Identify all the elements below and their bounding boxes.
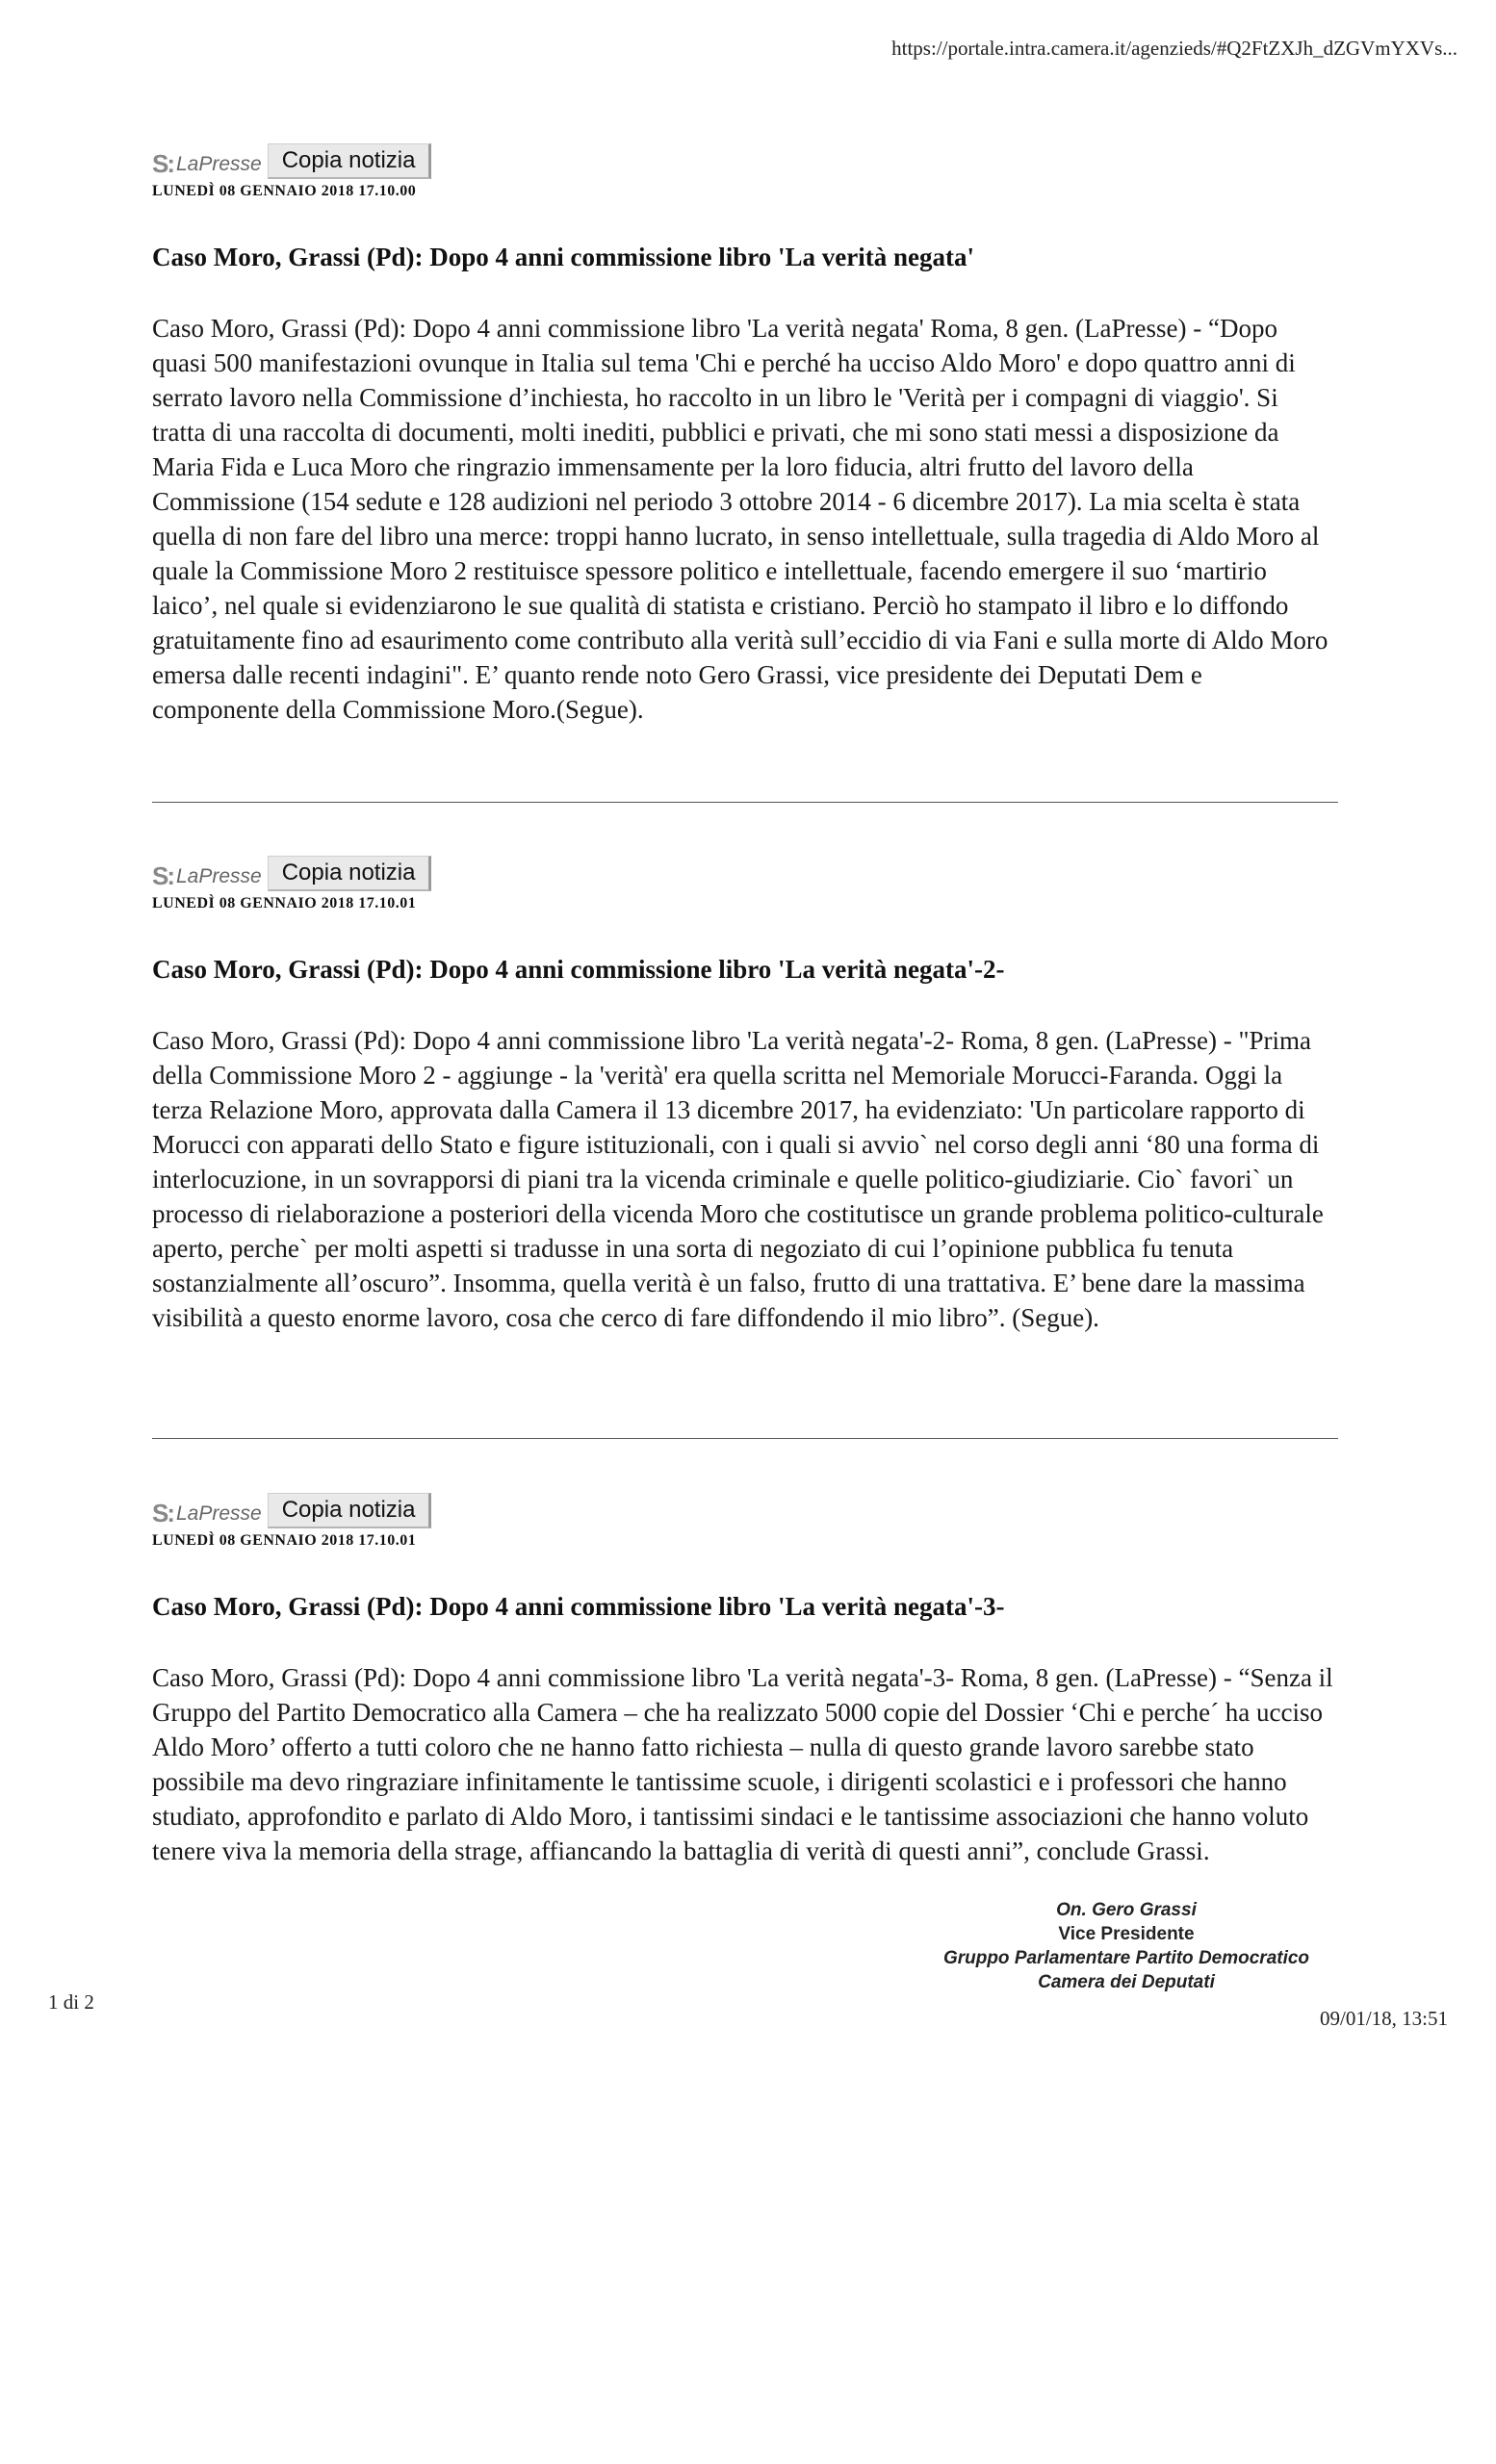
news-item-header: [152, 135, 1346, 179]
page-number: 1 di 2: [48, 1990, 94, 2014]
news-date: LUNEDÌ 08 GENNAIO 2018 17.10.00: [152, 183, 417, 199]
signature-role: Vice Presidente: [1058, 1924, 1195, 1944]
copy-news-button[interactable]: Copia notizia: [268, 143, 432, 179]
lapresse-logo-text: LaPresse: [176, 1502, 262, 1525]
news-date: LUNEDÌ 08 GENNAIO 2018 17.10.01: [152, 1532, 417, 1549]
lapresse-logo-icon: S:: [152, 861, 173, 890]
news-item: [152, 1484, 1346, 1868]
signature-block: [886, 1898, 1367, 1994]
news-title: Caso Moro, Grassi (Pd): Dopo 4 anni commissione libro 'La verità negata'-3-: [152, 1592, 1005, 1621]
lapresse-logo: [152, 149, 262, 179]
news-title: Caso Moro, Grassi (Pd): Dopo 4 anni commissione libro 'La verità negata': [152, 243, 974, 271]
news-item: [152, 847, 1346, 1335]
lapresse-logo: [152, 861, 262, 891]
news-date: LUNEDÌ 08 GENNAIO 2018 17.10.01: [152, 895, 417, 911]
news-item-header: [152, 847, 1346, 891]
news-title: Caso Moro, Grassi (Pd): Dopo 4 anni commissione libro 'La verità negata'-2-: [152, 955, 1005, 984]
lapresse-logo-icon: S:: [152, 1499, 173, 1527]
news-body: Caso Moro, Grassi (Pd): Dopo 4 anni commissione libro 'La verità negata'-2- Roma, 8 gen. (LaPresse) - "Prima della Commissione Moro 2 - aggiunge - la 'verità' era quella scritta nel Memoriale Morucci-Faranda. Oggi la terza Relazione Moro, approvata dalla Camera il 13 dicembre 2017, ha evidenziato: 'Un particolare rapporto di Morucci con apparati dello Stato e figure istituzionali, con i quali si avvio` nel corso degli anni ‘80 una forma di interlocuzione, in un sovrapporsi di piani tra la vicenda criminale e quelle politico-giudiziarie. Cio` favori` un processo di rielaborazione a posteriori della vicenda Moro che costitutisce un grande problema politico-culturale aperto, perche` per molti aspetti si tradusse in una sorta di negoziato di cui l’opinione pubblica fu tenuta sostanzialmente all’oscuro”. Insomma, quella verità è un falso, frutto di una trattativa. E’ bene dare la massima visibilità a questo enorme lavoro, cosa che cerco di fare diffondendo il mio libro”. (Segue).: [152, 1026, 1324, 1332]
page-url: https://portale.intra.camera.it/agenzieds/#Q2FtZXJh_dZGVmYXVs...: [891, 37, 1457, 60]
print-timestamp: 09/01/18, 13:51: [1319, 2007, 1448, 2030]
signature-chamber: Camera dei Deputati: [1038, 1972, 1215, 1992]
lapresse-logo: [152, 1499, 262, 1528]
lapresse-logo-icon: S:: [152, 149, 173, 178]
copy-news-button[interactable]: Copia notizia: [268, 1493, 432, 1528]
news-body: Caso Moro, Grassi (Pd): Dopo 4 anni commissione libro 'La verità negata' Roma, 8 gen. (LaPresse) - “Dopo quasi 500 manifestazioni ovunque in Italia sul tema 'Chi e perché ha ucciso Aldo Moro' e dopo quattro anni di serrato lavoro nella Commissione d’inchiesta, ho raccolto in un libro le 'Verità per i compagni di viaggio'. Si tratta di una raccolta di documenti, molti inediti, pubblici e privati, che mi sono stati messi a disposizione da Maria Fida e Luca Moro che ringrazio immensamente per la loro fiducia, altri frutto del lavoro della Commissione (154 sedute e 128 audizioni nel periodo 3 ottobre 2014 - 6 dicembre 2017). La mia scelta è stata quella di non fare del libro una merce: troppi hanno lucrato, in senso intellettuale, sulla tragedia di Aldo Moro al quale la Commissione Moro 2 restituisce spessore politico e intellettuale, facendo emergere il suo ‘martirio laico’, nel quale si evidenziarono le sue qualità di statista e cristiano. Perciò ho stampato il libro e lo diffondo gratuitamente fino ad esaurimento come contributo alla verità sull’eccidio di via Fani e sulla morte di Aldo Moro emersa dalle recenti indagini". E’ quanto rende noto Gero Grassi, vice presidente dei Deputati Dem e componente della Commissione Moro.(Segue).: [152, 314, 1328, 724]
separator: [152, 1438, 1338, 1439]
news-body: Caso Moro, Grassi (Pd): Dopo 4 anni commissione libro 'La verità negata'-3- Roma, 8 gen. (LaPresse) - “Senza il Gruppo del Partito Democratico alla Camera – che ha realizzato 5000 copie del Dossier ‘Chi e perche´ ha ucciso Aldo Moro’ offerto a tutti coloro che ne hanno fatto richiesta – nulla di questo grande lavoro sarebbe stato possibile ma devo ringraziare infinitamente le tantissime scuole, i dirigenti scolastici e i professori che hanno studiato, approfondito e parlato di Aldo Moro, i tantissimi sindaci e le tantissime associazioni che hanno voluto tenere viva la memoria della strage, affiancando la battaglia di verità di questi anni”, conclude Grassi.: [152, 1663, 1333, 1865]
signature-group: Gruppo Parlamentare Partito Democratico: [942, 1948, 1310, 1968]
news-item-header: [152, 1484, 1346, 1528]
separator: [152, 802, 1338, 803]
signature-name: On. Gero Grassi: [1056, 1900, 1197, 1920]
copy-news-button[interactable]: Copia notizia: [268, 856, 432, 891]
lapresse-logo-text: LaPresse: [176, 152, 262, 175]
news-item: [152, 135, 1346, 727]
lapresse-logo-text: LaPresse: [176, 864, 262, 887]
